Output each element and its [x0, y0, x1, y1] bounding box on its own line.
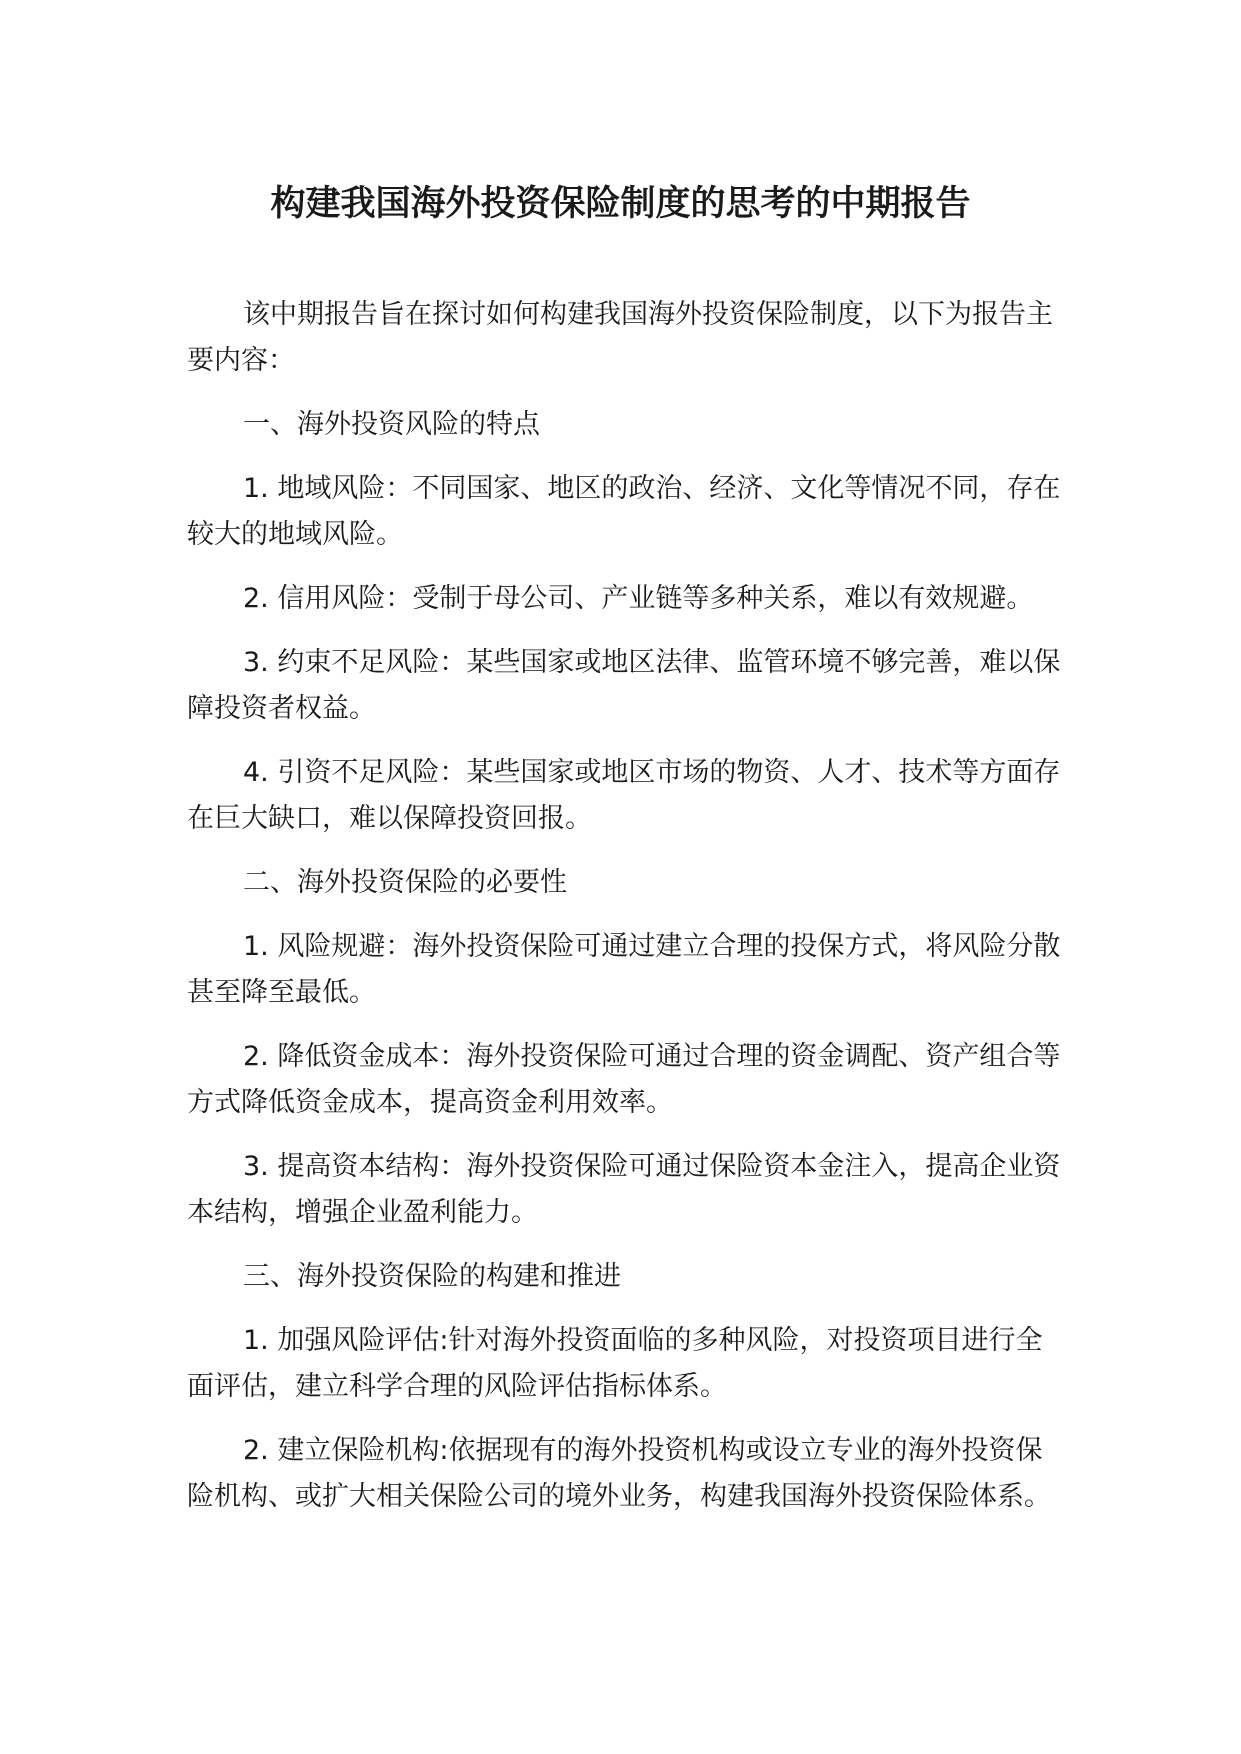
section-2-item-3: 3. 提高资本结构：海外投资保险可通过保险资本金注入，提高企业资本结构，增强企业盈利能力。: [187, 1151, 1061, 1228]
section-3-item-1: 1. 加强风险评估:针对海外投资面临的多种风险，对投资项目进行全面评估，建立科学合理的风险评估指标体系。: [187, 1325, 1043, 1402]
document-title: 构建我国海外投资保险制度的思考的中期报告: [270, 184, 971, 224]
section-1-item-1: 1. 地域风险：不同国家、地区的政治、经济、文化等情况不同，存在较大的地域风险。: [187, 473, 1061, 550]
section-2-item-1: 1. 风险规避：海外投资保险可通过建立合理的投保方式，将风险分散甚至降至最低。: [187, 931, 1061, 1008]
section-heading-2: 二、海外投资保险的必要性: [243, 867, 567, 898]
section-1-item-2: 2. 信用风险：受制于母公司、产业链等多种关系，难以有效规避。: [243, 583, 1034, 614]
document-body: [187, 292, 1067, 1538]
intro-paragraph: 该中期报告旨在探讨如何构建我国海外投资保险制度，以下为报告主要内容：: [187, 299, 1053, 376]
section-1-item-3: 3. 约束不足风险：某些国家或地区法律、监管环境不够完善，难以保障投资者权益。: [187, 647, 1061, 724]
section-heading-3: 三、海外投资保险的构建和推进: [243, 1261, 621, 1292]
section-2-item-2: 2. 降低资金成本：海外投资保险可通过合理的资金调配、资产组合等方式降低资金成本，提高资金利用效率。: [187, 1041, 1061, 1118]
section-3-item-2: 2. 建立保险机构:依据现有的海外投资机构或设立专业的海外投资保险机构、或扩大相关保险公司的境外业务，构建我国海外投资保险体系。: [187, 1435, 1051, 1512]
section-heading-1: 一、海外投资风险的特点: [243, 409, 540, 440]
section-1-item-4: 4. 引资不足风险：某些国家或地区市场的物资、人才、技术等方面存在巨大缺口，难以保障投资回报。: [187, 757, 1061, 834]
